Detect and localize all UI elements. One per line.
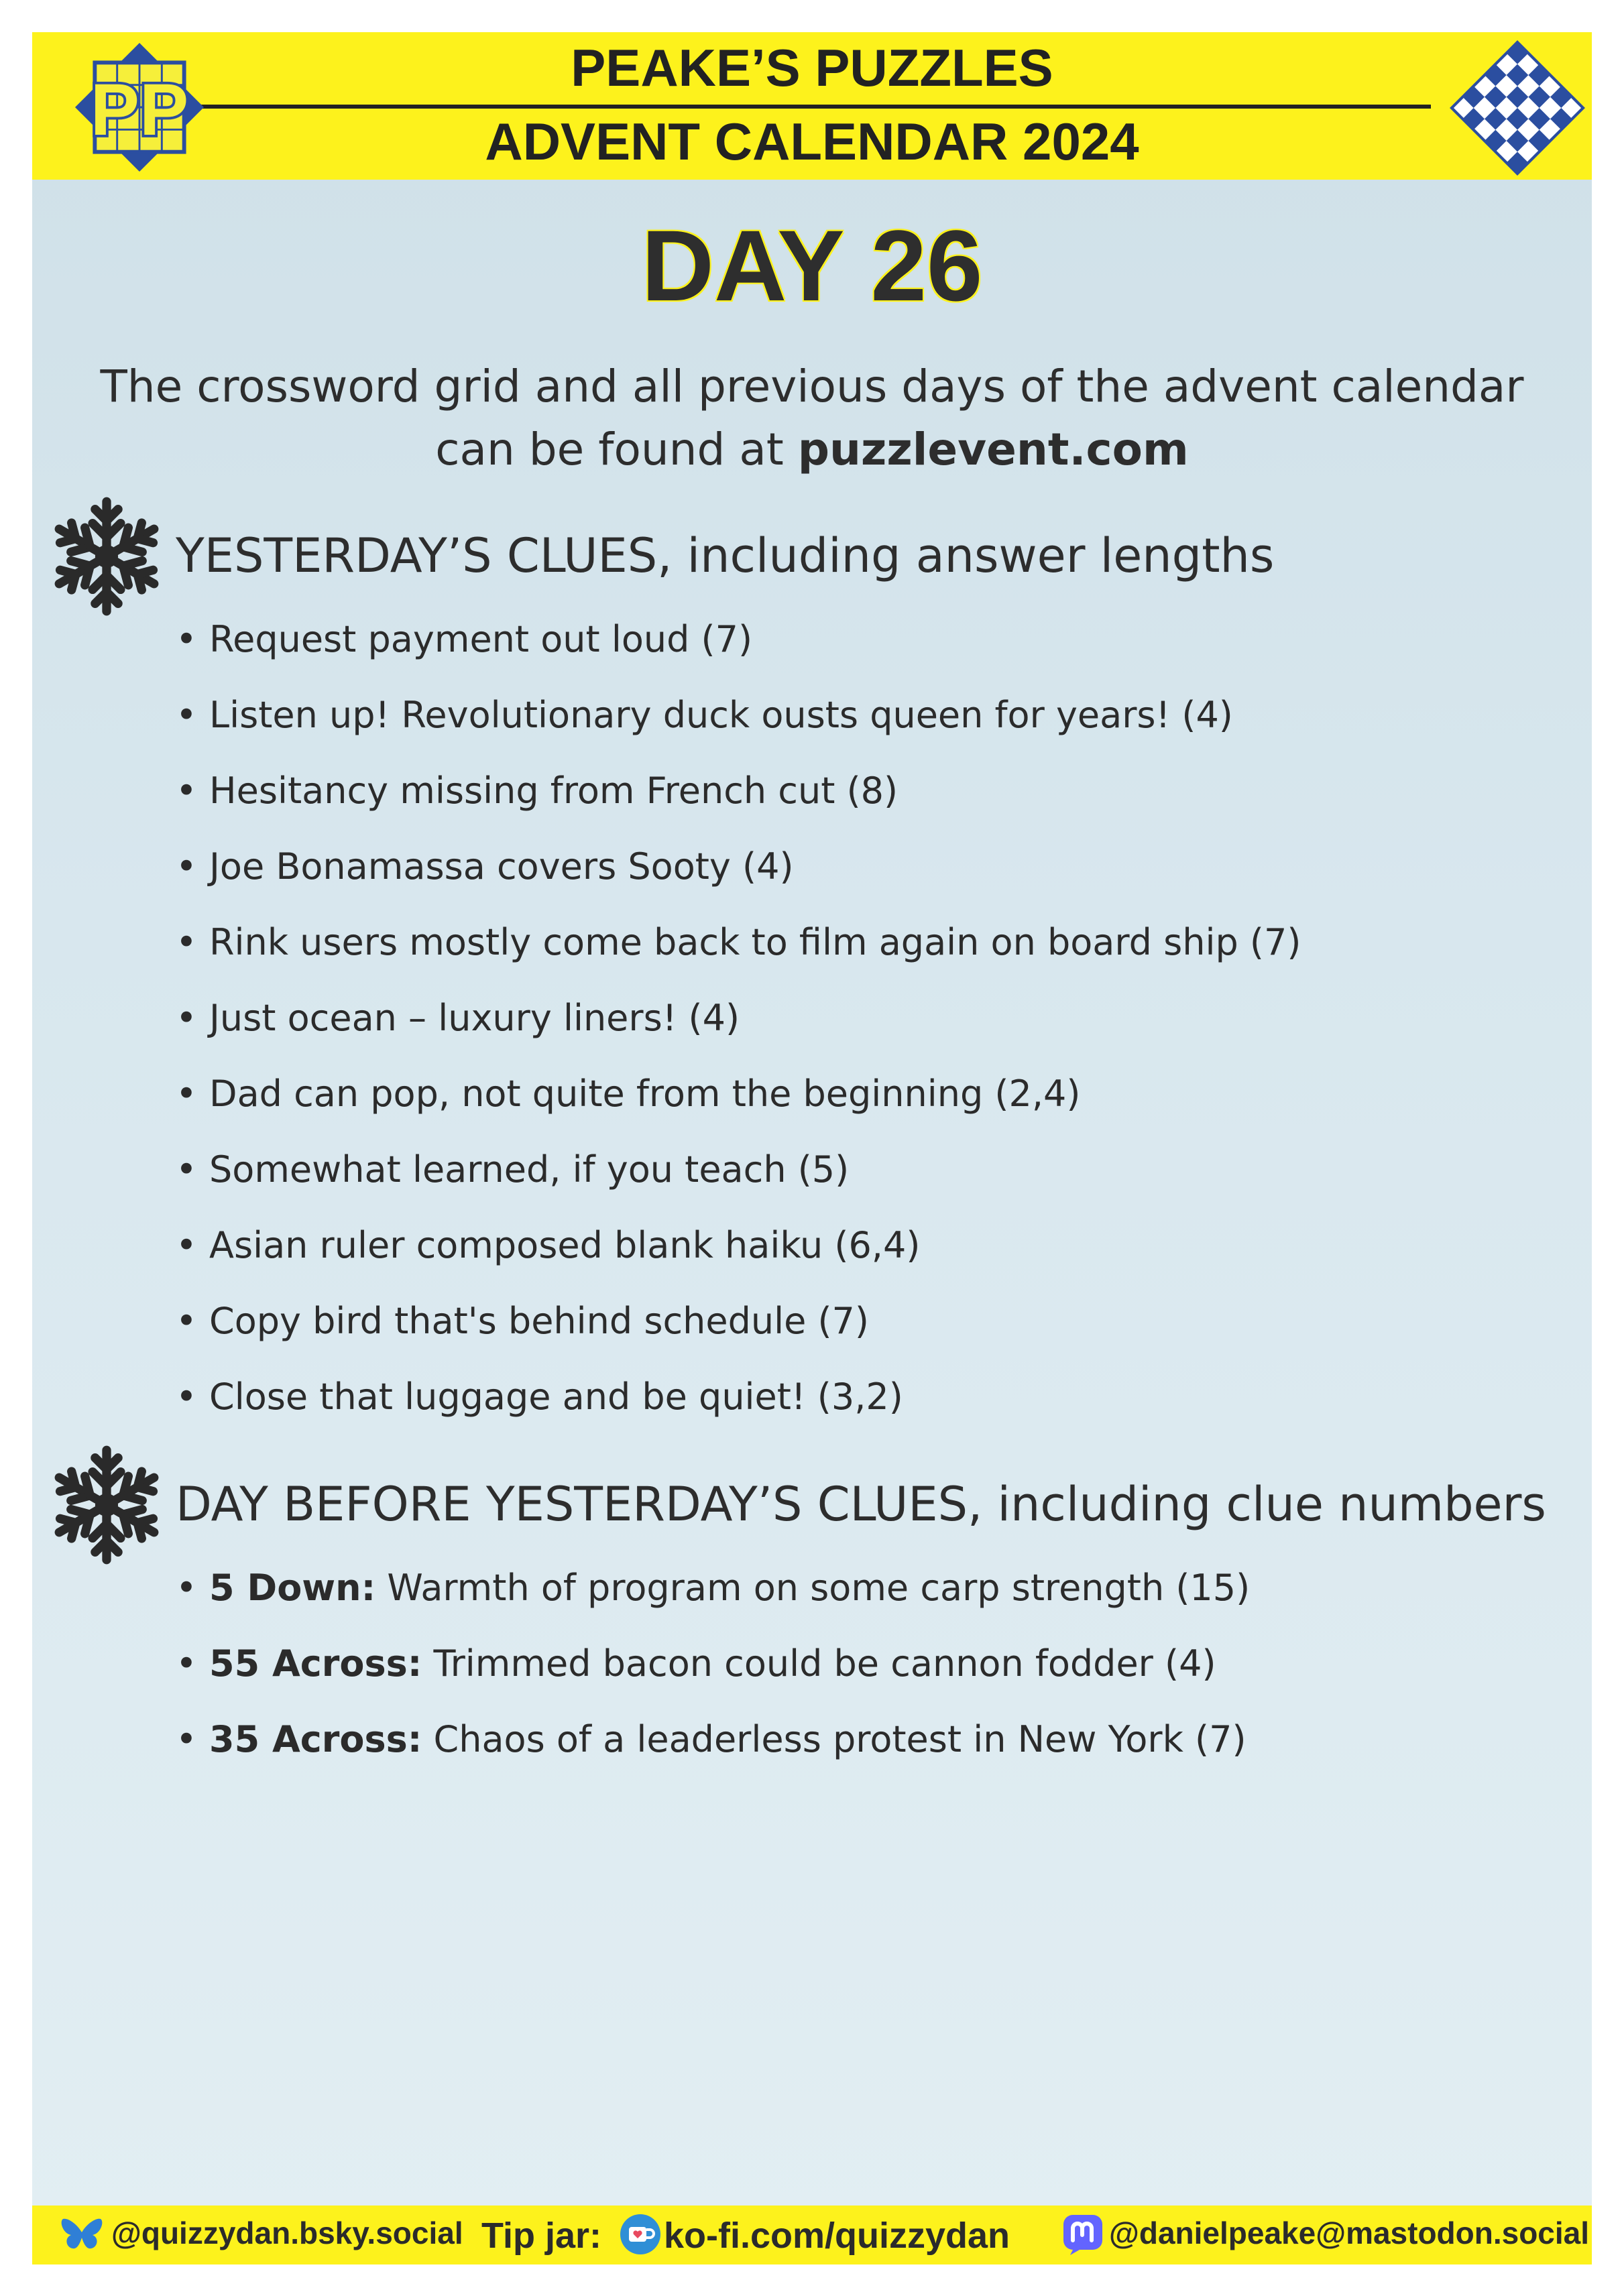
tip-jar-label: Tip jar: bbox=[481, 2216, 602, 2256]
header-subtitle: ADVENT CALENDAR 2024 bbox=[485, 112, 1139, 171]
svg-text:PP: PP bbox=[90, 69, 189, 152]
peakes-puzzles-logo bbox=[74, 42, 205, 173]
clue-number: 35 Across: bbox=[209, 1718, 422, 1760]
list-item: • Hesitancy missing from French cut (8) bbox=[176, 770, 898, 812]
bluesky-butterfly-icon bbox=[60, 2216, 103, 2254]
puzzlevent-link[interactable]: puzzlevent.com bbox=[797, 424, 1189, 475]
list-item: • Asian ruler composed blank haiku (6,4) bbox=[176, 1224, 921, 1266]
list-item: • Somewhat learned, if you teach (5) bbox=[176, 1148, 850, 1191]
list-item: • Listen up! Revolutionary duck ousts queen for years! (4) bbox=[176, 694, 1233, 736]
list-item: • Joe Bonamassa covers Sooty (4) bbox=[176, 845, 794, 888]
list-item: • Close that luggage and be quiet! (3,2) bbox=[176, 1376, 903, 1418]
day-before-clue-list bbox=[176, 1567, 1250, 1794]
snowflake-icon bbox=[43, 1441, 170, 1569]
intro-line-2-prefix: can be found at bbox=[435, 424, 798, 475]
header-banner bbox=[32, 32, 1592, 180]
crossword-grid-icon bbox=[1447, 38, 1588, 178]
intro-line-1: The crossword grid and all previous days of the advent calendar bbox=[100, 361, 1524, 412]
header-title: PEAKE’S PUZZLES bbox=[571, 38, 1053, 97]
kofi-cup-icon bbox=[620, 2214, 661, 2255]
intro-text bbox=[32, 355, 1592, 481]
clue-number: 5 Down: bbox=[209, 1567, 376, 1609]
mastodon-icon bbox=[1062, 2214, 1104, 2256]
list-item: • 5 Down: Warmth of program on some carp strength (15) bbox=[176, 1567, 1251, 1609]
list-item: • 35 Across: Chaos of a leaderless protest in New York (7) bbox=[176, 1718, 1246, 1760]
day-before-clues-heading: DAY BEFORE YESTERDAY’S CLUES, including clue numbers bbox=[176, 1477, 1546, 1532]
footer-banner bbox=[32, 2206, 1592, 2264]
list-item: • Dad can pop, not quite from the beginning (2,4) bbox=[176, 1073, 1081, 1115]
kofi-link[interactable]: ko-fi.com/quizzydan bbox=[664, 2216, 1010, 2256]
list-item: • Rink users mostly come back to film again on board ship (7) bbox=[176, 921, 1301, 963]
list-item: • Copy bird that's behind schedule (7) bbox=[176, 1300, 869, 1342]
day-title: DAY 26 bbox=[641, 209, 983, 322]
bluesky-handle[interactable]: @quizzydan.bsky.social bbox=[111, 2216, 463, 2250]
list-item: • Request payment out loud (7) bbox=[176, 618, 753, 660]
intro-line-2 bbox=[32, 418, 1592, 481]
mastodon-handle[interactable]: @danielpeake@mastodon.social bbox=[1109, 2216, 1590, 2250]
list-item: • 55 Across: Trimmed bacon could be cannon fodder (4) bbox=[176, 1642, 1216, 1685]
yesterday-clues-heading: YESTERDAY’S CLUES, including answer lengths bbox=[176, 528, 1275, 583]
clue-number: 55 Across: bbox=[209, 1642, 422, 1685]
yesterday-clue-list bbox=[176, 618, 1301, 1451]
snowflake-icon bbox=[43, 493, 170, 620]
list-item: • Just ocean – luxury liners! (4) bbox=[176, 997, 740, 1039]
header-divider bbox=[193, 105, 1431, 109]
